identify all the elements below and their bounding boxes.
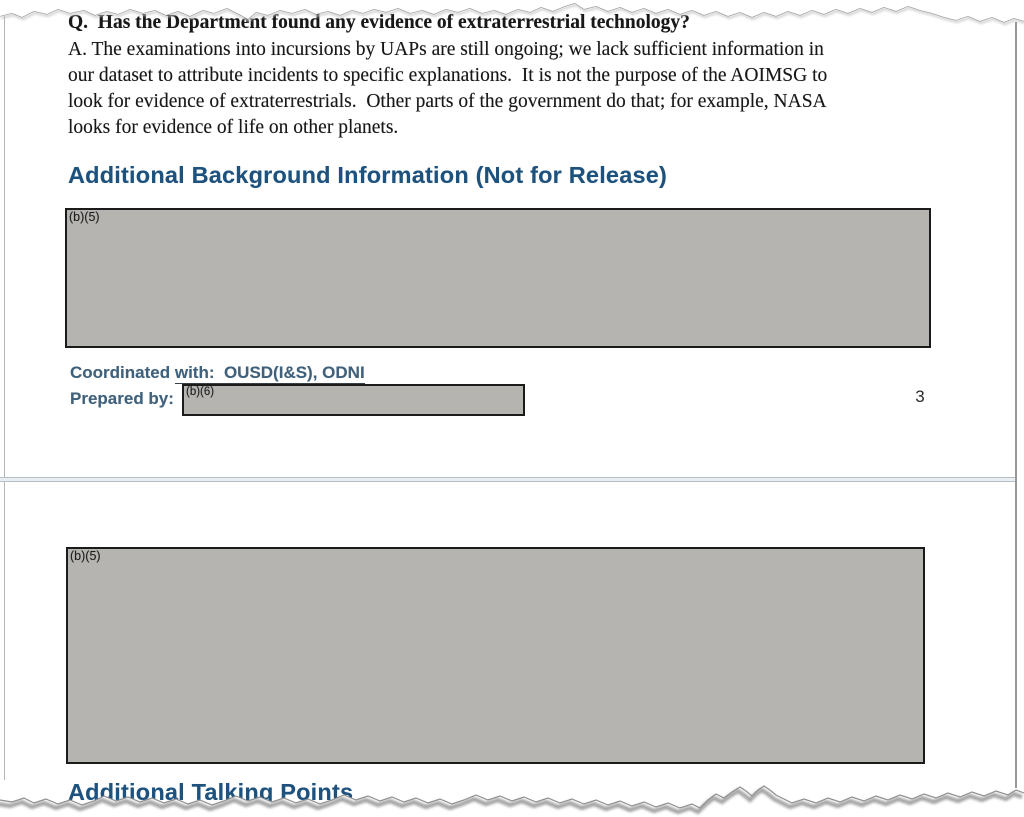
coordinated-value: with: OUSD(I&S), ODNI — [174, 363, 365, 382]
qa-block — [68, 9, 940, 141]
coordinated-label: Coordinated — [70, 363, 175, 382]
redaction-box-b5-talking-points — [66, 547, 925, 764]
torn-edge-bottom-icon — [0, 770, 1024, 817]
redaction-exemption-label: (b)(5) — [69, 210, 100, 224]
answer-text-line: our dataset to attribute incidents to specific explanations. It is not the purpose of the AOIMSG to — [68, 65, 828, 86]
answer-text-line: looks for evidence of life on other planets. — [68, 117, 399, 138]
prepared-by-label: Prepared by: — [70, 389, 174, 408]
answer-text-line: A. The examinations into incursions by UAPs are still ongoing; we lack sufficient information in — [68, 39, 824, 60]
question-text: Q. Has the Department found any evidence of extraterrestrial technology? — [68, 12, 690, 33]
redaction-box-b6-prepared-by — [182, 384, 525, 416]
page-number: 3 — [915, 387, 925, 406]
redaction-exemption-label: (b)(6) — [186, 386, 215, 398]
coordinated-with-line — [70, 363, 365, 383]
page-edge-right — [1015, 22, 1017, 788]
answer-text-line: look for evidence of extraterrestrials. Other parts of the government do that; for example, NASA — [68, 91, 827, 112]
torn-edge-top-icon — [0, 0, 1024, 28]
page-edge-left — [4, 16, 5, 780]
section-heading-additional-background: Additional Background Information (Not for Release) — [68, 162, 668, 188]
page-break-divider — [0, 477, 1015, 482]
section-heading-additional-talking-points: Additional Talking Points — [68, 779, 354, 805]
redaction-exemption-label: (b)(5) — [70, 549, 101, 563]
redaction-box-b5-background — [65, 208, 931, 348]
